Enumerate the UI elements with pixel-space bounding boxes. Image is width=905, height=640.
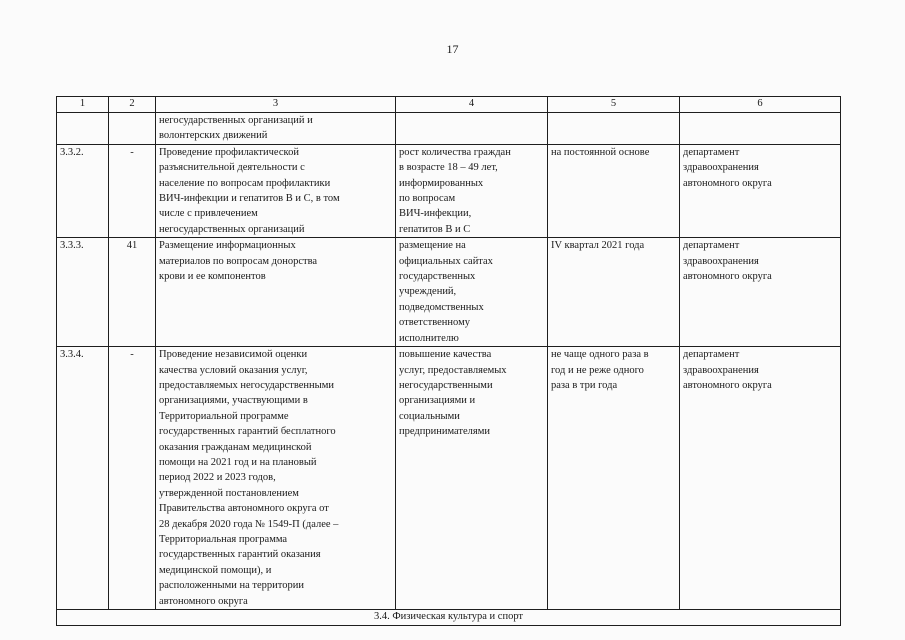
row-description: Размещение информационных материалов по вопросам донорства крови и ее компонентов <box>156 238 396 347</box>
row-description: Проведение независимой оценки качества условий оказания услуг, предоставляемых негосударственными организациями, участвующими в Территориальной программе государственных гарантий бесплатного оказания гражданам медицинской помощи на 2021 год и на плановый период 2022 и 2023 годов, утвержденной постановлением Правительства автономного округа от 28 декабря 2020 года № 1549-П (далее – Территориальная программа государственных гарантий оказания медицинской помощи), и расположенными на территории автономного округа <box>156 347 396 610</box>
table-row-continuation <box>57 113 841 145</box>
row-description: негосударственных организаций и волонтерских движений <box>156 113 396 145</box>
header-cell-2: 2 <box>109 97 156 113</box>
row-responsible: департамент здравоохранения автономного округа <box>680 238 841 347</box>
row-result: размещение на официальных сайтах государственных учреждений, подведомственных ответственному исполнителю <box>396 238 548 347</box>
row-number: 3.3.4. <box>57 347 109 610</box>
header-cell-6: 6 <box>680 97 841 113</box>
section-heading: 3.4. Физическая культура и спорт <box>57 610 841 626</box>
row-col2: - <box>109 144 156 237</box>
row-deadline <box>548 113 680 145</box>
header-cell-4: 4 <box>396 97 548 113</box>
row-col2: 41 <box>109 238 156 347</box>
row-deadline: на постоянной основе <box>548 144 680 237</box>
row-number <box>57 113 109 145</box>
row-number: 3.3.3. <box>57 238 109 347</box>
row-result: рост количества граждан в возрасте 18 – 49 лет, информированных по вопросам ВИЧ-инфекции, гепатитов В и С <box>396 144 548 237</box>
table-row-3-3-2 <box>57 144 841 237</box>
table-row-3-3-4 <box>57 347 841 610</box>
row-description: Проведение профилактической разъяснительной деятельности с население по вопросам профилактики ВИЧ-инфекции и гепатитов В и С, в том числе с привлечением негосударственных организаций <box>156 144 396 237</box>
row-deadline: IV квартал 2021 года <box>548 238 680 347</box>
measures-table <box>56 96 841 626</box>
row-responsible: департамент здравоохранения автономного округа <box>680 144 841 237</box>
table-row-3-3-3 <box>57 238 841 347</box>
row-responsible <box>680 113 841 145</box>
row-number: 3.3.2. <box>57 144 109 237</box>
row-deadline: не чаще одного раза в год и не реже одного раза в три года <box>548 347 680 610</box>
row-responsible: департамент здравоохранения автономного округа <box>680 347 841 610</box>
header-cell-5: 5 <box>548 97 680 113</box>
table-header-row <box>57 97 841 113</box>
header-cell-3: 3 <box>156 97 396 113</box>
row-result: повышение качества услуг, предоставляемых негосударственными организациями и социальными предпринимателями <box>396 347 548 610</box>
row-col2 <box>109 113 156 145</box>
header-cell-1: 1 <box>57 97 109 113</box>
row-result <box>396 113 548 145</box>
row-col2: - <box>109 347 156 610</box>
page-number: 17 <box>446 42 459 56</box>
section-heading-row <box>57 610 841 626</box>
